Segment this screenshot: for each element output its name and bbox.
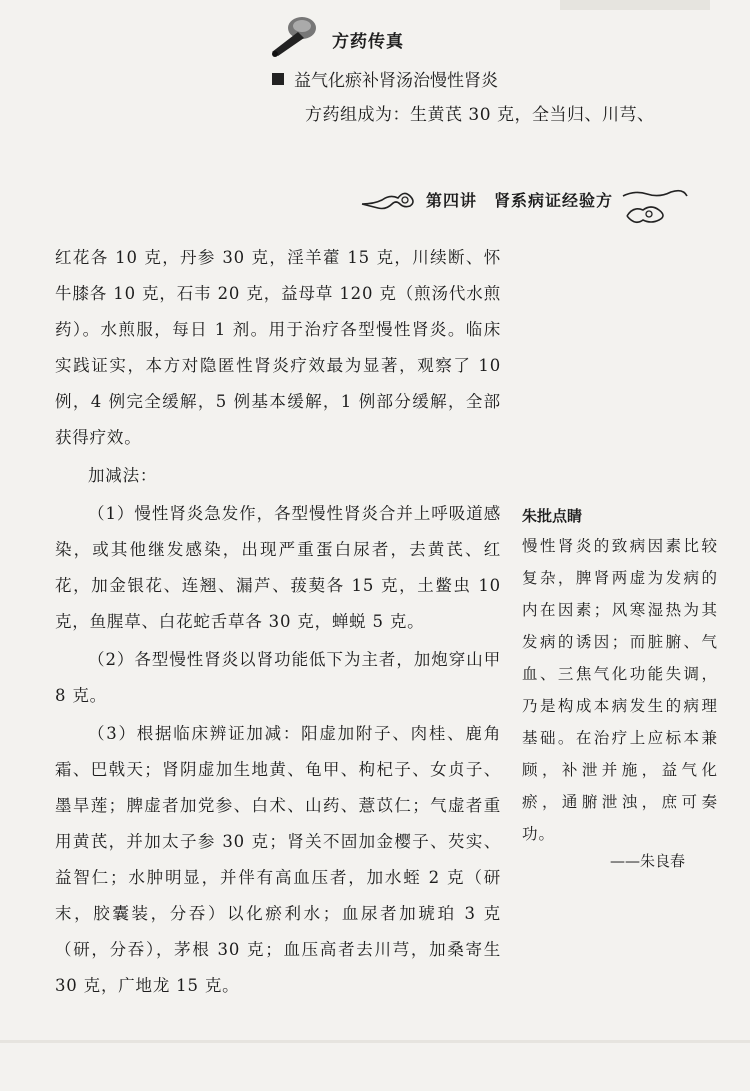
sidebar-title: 朱批点睛 [522,507,583,525]
mortar-pestle-icon [268,14,328,58]
cloud-ornament-icon [360,184,420,214]
paragraph: （1）慢性肾炎急发作，各型慢性肾炎合并上呼吸道感染，或其他继发感染，出现严重蛋白尿者，去黄芪、红花，加金银花、连翘、漏芦、菝葜各 15 克，土鳖虫 10 克，鱼腥草、白花蛇舌草各 30 克，蝉蜕 5 克。 [55,504,501,631]
section-title: 方药传真 [332,31,404,52]
chapter-title: 第四讲 肾系病证经验方 [426,190,614,210]
paragraph: （2）各型慢性肾炎以肾功能低下为主者，加炮穿山甲 8 克。 [55,650,501,705]
main-text [55,240,501,1004]
recipe-title [272,66,498,91]
recipe-first-line: 方药组成为：生黄芪 30 克，全当归、川芎、 [305,105,655,125]
recipe-title-text: 益气化瘀补肾汤治慢性肾炎 [294,71,498,91]
sidebar-commentary: 慢性肾炎的致病因素比较复杂，脾肾两虚为发病的内在因素；风寒湿热为其发病的诱因；而脏腑、气血、三焦气化功能失调，乃是构成本病发生的病理基础。在治疗上应标本兼顾，补泄并施，益气化瘀，通腑泄浊，庶可奏功。 [522,537,718,843]
paragraph: 红花各 10 克，丹参 30 克，淫羊藿 15 克，川续断、怀牛膝各 10 克，石韦 20 克，益母草 120 克（煎汤代水煎药）。水煎服，每日 1 剂。用于治疗各型慢性肾炎。临床实践证实，本方对隐匿性肾炎疗效最为显著，观察了 10 例，4 例完全缓解，5 例基本缓解，1 例部分缓解，全部获得疗效。 [55,248,501,447]
paragraph: （3）根据临床辨证加减：阳虚加附子、肉桂、鹿角霜、巴戟天；肾阴虚加生地黄、龟甲、枸杞子、女贞子、墨旱莲；脾虚者加党参、白术、山药、薏苡仁；气虚者重用黄芪，并加太子参 30 克；肾关不固加金樱子、芡实、益智仁；水肿明显，并伴有高血压者，加水蛭 2 克（研末，胶囊装，分吞）以化瘀利水；血尿者加琥珀 3 克（研，分吞），茅根 30 克；血压高者去川芎，加桑寄生 30 克，广地龙 15 克。 [55,724,501,995]
sidebar-signature: ——朱良春 [610,852,686,870]
chapter-header [360,168,689,230]
square-bullet-icon [272,73,284,85]
cloud-ornament-icon [619,186,689,230]
section-header [268,14,404,58]
paragraph: 加减法： [88,466,158,485]
